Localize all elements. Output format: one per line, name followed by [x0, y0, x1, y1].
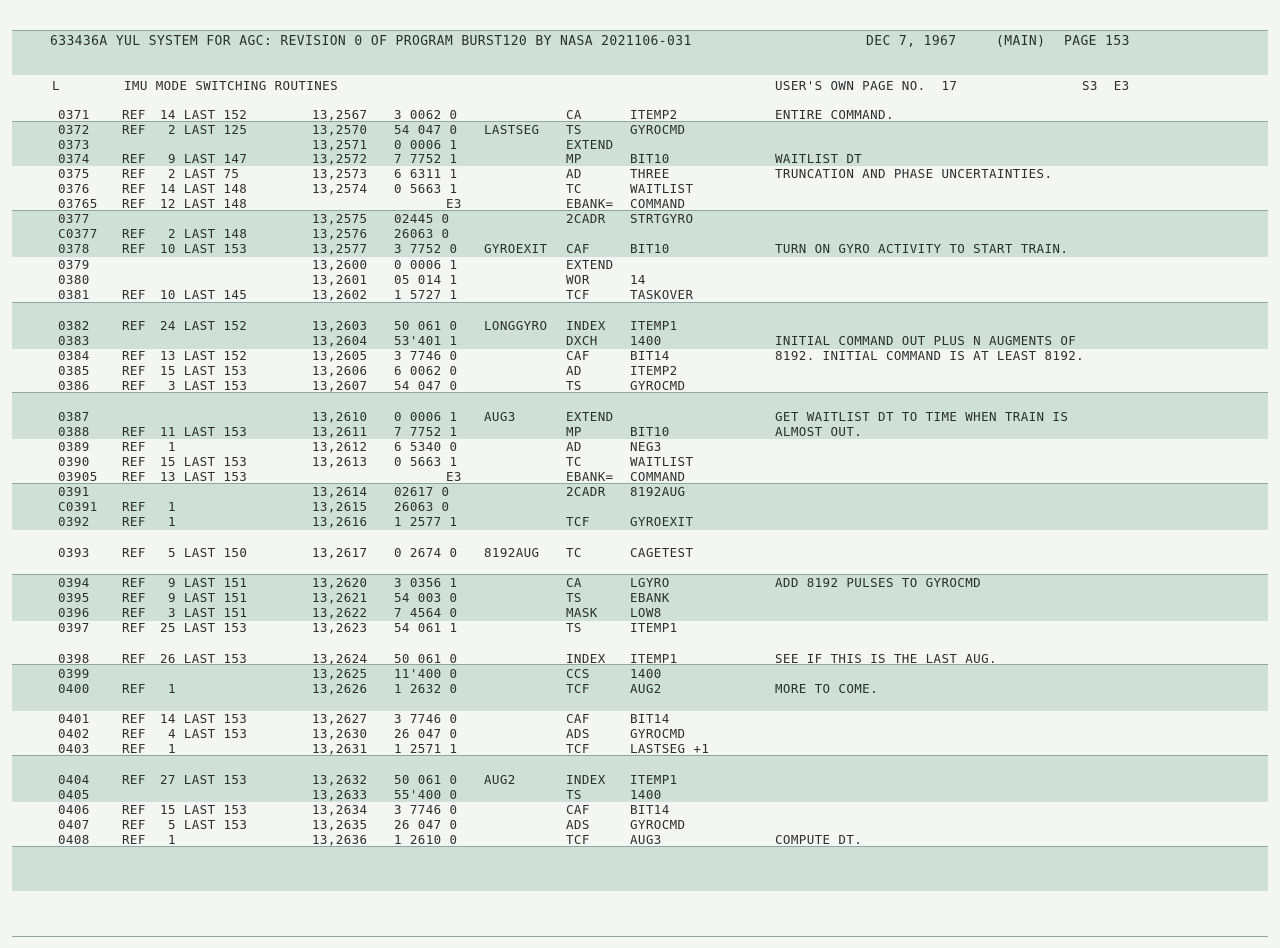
- row-ref: REF: [122, 226, 146, 241]
- row-op: TCF: [566, 832, 590, 847]
- row-op: TCF: [566, 514, 590, 529]
- row-operand: LASTSEG +1: [630, 741, 710, 756]
- row-ref: REF: [122, 802, 146, 817]
- row-ref: REF: [122, 651, 146, 666]
- row-seq: 0397: [58, 620, 90, 635]
- row-op: CAF: [566, 241, 590, 256]
- row-operand: ITEMP1: [630, 620, 678, 635]
- row-refnum: 1: [168, 514, 176, 529]
- row-ref: REF: [122, 575, 146, 590]
- row-comment: SEE IF THIS IS THE LAST AUG.: [775, 651, 997, 666]
- row-seq: 0376: [58, 181, 90, 196]
- row-op: TCF: [566, 681, 590, 696]
- row-refnum: 1: [168, 681, 176, 696]
- row-op: EXTEND: [566, 137, 614, 152]
- row-op: CCS: [566, 666, 590, 681]
- user-page-number: USER'S OWN PAGE NO. 17: [775, 78, 958, 93]
- row-seq: 0392: [58, 514, 90, 529]
- row-addr: 13,2612: [312, 439, 368, 454]
- row-word: 11'400 0: [394, 666, 458, 681]
- row-addr: 13,2624: [312, 651, 368, 666]
- row-addr: 13,2602: [312, 287, 368, 302]
- row-seq: 0396: [58, 605, 90, 620]
- row-operand: AUG3: [630, 832, 662, 847]
- row-ref: REF: [122, 454, 146, 469]
- row-seq: 0383: [58, 333, 90, 348]
- row-operand: 1400: [630, 333, 662, 348]
- row-refnum: 5 LAST 150: [168, 545, 248, 560]
- row-seq: 0372: [58, 122, 90, 137]
- row-ref: REF: [122, 832, 146, 847]
- row-op: MASK: [566, 605, 598, 620]
- row-addr: 13,2606: [312, 363, 368, 378]
- row-addr: 13,2635: [312, 817, 368, 832]
- row-refnum: 1: [168, 439, 176, 454]
- row-refnum: 26 LAST 153: [160, 651, 248, 666]
- row-ref: REF: [122, 348, 146, 363]
- row-op: EXTEND: [566, 257, 614, 272]
- row-op: ADS: [566, 726, 590, 741]
- row-addr: 13,2621: [312, 590, 368, 605]
- row-addr: 13,2632: [312, 772, 368, 787]
- row-refnum: 1: [168, 499, 176, 514]
- row-comment: MORE TO COME.: [775, 681, 879, 696]
- row-word: 0 0006 1: [394, 409, 458, 424]
- row-operand: ITEMP1: [630, 318, 678, 333]
- row-ref: REF: [122, 741, 146, 756]
- row-refnum: 14 LAST 153: [160, 711, 248, 726]
- row-word: 0 5663 1: [394, 454, 458, 469]
- row-refnum: 4 LAST 153: [168, 726, 248, 741]
- row-ref: REF: [122, 817, 146, 832]
- row-operand: BIT10: [630, 241, 670, 256]
- row-addr: 13,2570: [312, 122, 368, 137]
- row-refnum: 5 LAST 153: [168, 817, 248, 832]
- row-operand: BIT14: [630, 711, 670, 726]
- row-word: 26063 0: [394, 499, 450, 514]
- row-word: 53'401 1: [394, 333, 458, 348]
- row-comment: ENTIRE COMMAND.: [775, 107, 894, 122]
- row-seq: 0407: [58, 817, 90, 832]
- row-comment: TURN ON GYRO ACTIVITY TO START TRAIN.: [775, 241, 1069, 256]
- row-seq: 0378: [58, 241, 90, 256]
- row-operand: GYROEXIT: [630, 514, 694, 529]
- row-addr: 13,2601: [312, 272, 368, 287]
- program-title: 633436A YUL SYSTEM FOR AGC: REVISION 0 OF PROGRAM BURST120 BY NASA 2021106-031: [50, 34, 692, 49]
- row-addr: 13,2604: [312, 333, 368, 348]
- row-comment: ALMOST OUT.: [775, 424, 863, 439]
- row-seq: 0393: [58, 545, 90, 560]
- row-refnum: 3 LAST 153: [168, 378, 248, 393]
- row-operand: 8192AUG: [630, 484, 686, 499]
- row-word: 50 061 0: [394, 772, 458, 787]
- row-addr: 13,2571: [312, 137, 368, 152]
- row-refnum: 14 LAST 152: [160, 107, 248, 122]
- row-addr: 13,2633: [312, 787, 368, 802]
- row-addr: 13,2620: [312, 575, 368, 590]
- row-refnum: 27 LAST 153: [160, 772, 248, 787]
- row-addr: 13,2634: [312, 802, 368, 817]
- row-word: 02445 0: [394, 211, 450, 226]
- row-addr: 13,2617: [312, 545, 368, 560]
- row-ref: REF: [122, 545, 146, 560]
- row-seq: 0385: [58, 363, 90, 378]
- row-refnum: 15 LAST 153: [160, 454, 248, 469]
- row-ref: REF: [122, 151, 146, 166]
- row-operand: WAITLIST: [630, 454, 694, 469]
- row-addr: 13,2572: [312, 151, 368, 166]
- row-refnum: 14 LAST 148: [160, 181, 248, 196]
- row-word: 54 047 0: [394, 378, 458, 393]
- row-word: 1 2577 1: [394, 514, 458, 529]
- row-refnum: 10 LAST 153: [160, 241, 248, 256]
- row-comment: GET WAITLIST DT TO TIME WHEN TRAIN IS: [775, 409, 1069, 424]
- row-comment: COMPUTE DT.: [775, 832, 863, 847]
- row-word: 1 5727 1: [394, 287, 458, 302]
- row-seq: 0386: [58, 378, 90, 393]
- row-label: AUG3: [484, 409, 516, 424]
- row-operand: BIT14: [630, 348, 670, 363]
- row-op: MP: [566, 151, 582, 166]
- row-refnum: 9 LAST 147: [168, 151, 248, 166]
- row-word: 54 061 1: [394, 620, 458, 635]
- row-addr: 13,2567: [312, 107, 368, 122]
- row-label: 8192AUG: [484, 545, 540, 560]
- row-op: INDEX: [566, 651, 606, 666]
- row-ref: REF: [122, 287, 146, 302]
- row-op: TS: [566, 378, 582, 393]
- row-label: GYROEXIT: [484, 241, 548, 256]
- row-op: EBANK=: [566, 469, 614, 484]
- row-word: 7 4564 0: [394, 605, 458, 620]
- row-addr: 13,2613: [312, 454, 368, 469]
- row-seq: 0403: [58, 741, 90, 756]
- row-seq: 0401: [58, 711, 90, 726]
- row-op: AD: [566, 166, 582, 181]
- row-seq: 0375: [58, 166, 90, 181]
- row-addr: 13,2576: [312, 226, 368, 241]
- row-label: LONGGYRO: [484, 318, 548, 333]
- row-op: MP: [566, 424, 582, 439]
- row-op: EXTEND: [566, 409, 614, 424]
- row-refnum: 10 LAST 145: [160, 287, 248, 302]
- row-operand: BIT14: [630, 802, 670, 817]
- row-addr: 13,2610: [312, 409, 368, 424]
- row-ref: REF: [122, 620, 146, 635]
- row-addr: 13,2627: [312, 711, 368, 726]
- row-op: TS: [566, 787, 582, 802]
- row-word: 6 5340 0: [394, 439, 458, 454]
- row-ref: REF: [122, 439, 146, 454]
- row-seq: 0371: [58, 107, 90, 122]
- row-op: DXCH: [566, 333, 598, 348]
- row-seq: 0398: [58, 651, 90, 666]
- listing-mark: L: [52, 78, 60, 93]
- row-op: CA: [566, 107, 582, 122]
- row-seq: 0399: [58, 666, 90, 681]
- row-refnum: 2 LAST 75: [168, 166, 240, 181]
- bank-codes: S3 E3: [1082, 78, 1130, 93]
- row-seq: 03905: [58, 469, 98, 484]
- row-operand: GYROCMD: [630, 726, 686, 741]
- row-word: 7 7752 1: [394, 424, 458, 439]
- row-refnum: 15 LAST 153: [160, 802, 248, 817]
- row-seq: 03765: [58, 196, 98, 211]
- row-refnum: 1: [168, 832, 176, 847]
- row-operand: AUG2: [630, 681, 662, 696]
- row-operand: LGYRO: [630, 575, 670, 590]
- row-label: LASTSEG: [484, 122, 540, 137]
- row-seq: 0373: [58, 137, 90, 152]
- row-addr: 13,2630: [312, 726, 368, 741]
- row-addr: 13,2622: [312, 605, 368, 620]
- row-operand: TASKOVER: [630, 287, 694, 302]
- row-word: 3 7752 0: [394, 241, 458, 256]
- row-word: 54 047 0: [394, 122, 458, 137]
- row-op: AD: [566, 439, 582, 454]
- row-seq: 0390: [58, 454, 90, 469]
- row-operand: 14: [630, 272, 646, 287]
- row-seq: 0374: [58, 151, 90, 166]
- row-operand: STRTGYRO: [630, 211, 694, 226]
- row-op: TC: [566, 454, 582, 469]
- row-seq: C0377: [58, 226, 98, 241]
- row-addr: 13,2616: [312, 514, 368, 529]
- row-comment: INITIAL COMMAND OUT PLUS N AUGMENTS OF: [775, 333, 1077, 348]
- row-refnum: 9 LAST 151: [168, 590, 248, 605]
- row-seq: 0406: [58, 802, 90, 817]
- row-comment: TRUNCATION AND PHASE UNCERTAINTIES.: [775, 166, 1053, 181]
- band-rule: [12, 936, 1268, 937]
- row-operand: CAGETEST: [630, 545, 694, 560]
- row-op: CA: [566, 575, 582, 590]
- row-op: TC: [566, 545, 582, 560]
- row-word: 1 2571 1: [394, 741, 458, 756]
- row-seq: 0382: [58, 318, 90, 333]
- row-word: 3 7746 0: [394, 348, 458, 363]
- row-operand: GYROCMD: [630, 122, 686, 137]
- row-ref: REF: [122, 378, 146, 393]
- row-op: TCF: [566, 741, 590, 756]
- row-addr: 13,2615: [312, 499, 368, 514]
- row-seq: 0384: [58, 348, 90, 363]
- row-operand: GYROCMD: [630, 817, 686, 832]
- row-ref: REF: [122, 107, 146, 122]
- row-word: 26 047 0: [394, 817, 458, 832]
- row-word: 1 2632 0: [394, 681, 458, 696]
- row-op: WOR: [566, 272, 590, 287]
- row-word: 6 0062 0: [394, 363, 458, 378]
- row-op: TS: [566, 590, 582, 605]
- row-op: AD: [566, 363, 582, 378]
- row-ref: REF: [122, 469, 146, 484]
- row-refnum: 2 LAST 148: [168, 226, 248, 241]
- row-word: 50 061 0: [394, 318, 458, 333]
- row-seq: 0408: [58, 832, 90, 847]
- row-word: 26063 0: [394, 226, 450, 241]
- row-operand: BIT10: [630, 424, 670, 439]
- row-ref: REF: [122, 499, 146, 514]
- row-word: 50 061 0: [394, 651, 458, 666]
- row-op: 2CADR: [566, 484, 606, 499]
- row-ref: REF: [122, 711, 146, 726]
- row-addr: 13,2614: [312, 484, 368, 499]
- row-ref: REF: [122, 726, 146, 741]
- row-seq: 0391: [58, 484, 90, 499]
- row-seq: 0380: [58, 272, 90, 287]
- row-seq: 0402: [58, 726, 90, 741]
- row-seq: 0389: [58, 439, 90, 454]
- row-ref: REF: [122, 122, 146, 137]
- row-seq: 0405: [58, 787, 90, 802]
- row-word: 3 0062 0: [394, 107, 458, 122]
- row-operand: ITEMP2: [630, 363, 678, 378]
- row-addr: 13,2626: [312, 681, 368, 696]
- row-operand: ITEMP1: [630, 772, 678, 787]
- row-op: TS: [566, 620, 582, 635]
- row-addr: 13,2623: [312, 620, 368, 635]
- row-comment: WAITLIST DT: [775, 151, 863, 166]
- row-seq: 0400: [58, 681, 90, 696]
- row-seq: 0404: [58, 772, 90, 787]
- row-ref: REF: [122, 424, 146, 439]
- row-operand: NEG3: [630, 439, 662, 454]
- row-label: AUG2: [484, 772, 516, 787]
- row-word: E3: [446, 469, 462, 484]
- row-op: CAF: [566, 802, 590, 817]
- row-ref: REF: [122, 166, 146, 181]
- row-operand: LOW8: [630, 605, 662, 620]
- row-seq: 0379: [58, 257, 90, 272]
- row-word: 6 6311 1: [394, 166, 458, 181]
- row-addr: 13,2577: [312, 241, 368, 256]
- row-seq: 0387: [58, 409, 90, 424]
- row-word: 3 0356 1: [394, 575, 458, 590]
- row-seq: 0381: [58, 287, 90, 302]
- row-addr: 13,2625: [312, 666, 368, 681]
- row-addr: 13,2575: [312, 211, 368, 226]
- row-seq: 0388: [58, 424, 90, 439]
- row-addr: 13,2607: [312, 378, 368, 393]
- row-seq: 0377: [58, 211, 90, 226]
- row-word: 3 7746 0: [394, 802, 458, 817]
- row-op: INDEX: [566, 772, 606, 787]
- row-ref: REF: [122, 196, 146, 211]
- print-date: DEC 7, 1967: [866, 34, 957, 49]
- row-word: 05 014 1: [394, 272, 458, 287]
- row-operand: 1400: [630, 666, 662, 681]
- row-refnum: 15 LAST 153: [160, 363, 248, 378]
- row-refnum: 1: [168, 741, 176, 756]
- row-seq: C0391: [58, 499, 98, 514]
- row-op: EBANK=: [566, 196, 614, 211]
- section-label: (MAIN): [996, 34, 1046, 49]
- row-word: 26 047 0: [394, 726, 458, 741]
- row-operand: COMMAND: [630, 196, 686, 211]
- row-operand: ITEMP1: [630, 651, 678, 666]
- row-ref: REF: [122, 681, 146, 696]
- row-word: 7 7752 1: [394, 151, 458, 166]
- row-seq: 0395: [58, 590, 90, 605]
- row-operand: THREE: [630, 166, 670, 181]
- row-ref: REF: [122, 318, 146, 333]
- row-refnum: 13 LAST 153: [160, 469, 248, 484]
- row-op: ADS: [566, 817, 590, 832]
- row-comment: ADD 8192 PULSES TO GYROCMD: [775, 575, 982, 590]
- row-op: TCF: [566, 287, 590, 302]
- row-word: 0 5663 1: [394, 181, 458, 196]
- row-operand: EBANK: [630, 590, 670, 605]
- row-seq: 0394: [58, 575, 90, 590]
- row-ref: REF: [122, 605, 146, 620]
- row-refnum: 2 LAST 125: [168, 122, 248, 137]
- row-op: TC: [566, 181, 582, 196]
- row-addr: 13,2636: [312, 832, 368, 847]
- row-word: 0 2674 0: [394, 545, 458, 560]
- row-op: 2CADR: [566, 211, 606, 226]
- row-addr: 13,2573: [312, 166, 368, 181]
- page-number: PAGE 153: [1064, 34, 1130, 49]
- row-refnum: 11 LAST 153: [160, 424, 248, 439]
- row-operand: COMMAND: [630, 469, 686, 484]
- row-op: TS: [566, 122, 582, 137]
- band: [12, 846, 1268, 891]
- row-refnum: 3 LAST 151: [168, 605, 248, 620]
- row-refnum: 12 LAST 148: [160, 196, 248, 211]
- row-refnum: 13 LAST 152: [160, 348, 248, 363]
- row-refnum: 25 LAST 153: [160, 620, 248, 635]
- row-addr: 13,2605: [312, 348, 368, 363]
- row-word: E3: [446, 196, 462, 211]
- row-ref: REF: [122, 590, 146, 605]
- row-ref: REF: [122, 241, 146, 256]
- row-word: 02617 0: [394, 484, 450, 499]
- row-addr: 13,2600: [312, 257, 368, 272]
- row-word: 3 7746 0: [394, 711, 458, 726]
- row-ref: REF: [122, 363, 146, 378]
- row-refnum: 24 LAST 152: [160, 318, 248, 333]
- row-op: INDEX: [566, 318, 606, 333]
- routine-title: IMU MODE SWITCHING ROUTINES: [124, 78, 338, 93]
- row-word: 0 0006 1: [394, 257, 458, 272]
- row-word: 0 0006 1: [394, 137, 458, 152]
- row-op: CAF: [566, 348, 590, 363]
- row-op: CAF: [566, 711, 590, 726]
- row-refnum: 9 LAST 151: [168, 575, 248, 590]
- row-addr: 13,2603: [312, 318, 368, 333]
- row-operand: BIT10: [630, 151, 670, 166]
- row-word: 54 003 0: [394, 590, 458, 605]
- row-addr: 13,2611: [312, 424, 368, 439]
- row-operand: ITEMP2: [630, 107, 678, 122]
- row-ref: REF: [122, 772, 146, 787]
- row-operand: GYROCMD: [630, 378, 686, 393]
- row-addr: 13,2574: [312, 181, 368, 196]
- row-comment: 8192. INITIAL COMMAND IS AT LEAST 8192.: [775, 348, 1085, 363]
- row-operand: WAITLIST: [630, 181, 694, 196]
- row-ref: REF: [122, 514, 146, 529]
- row-addr: 13,2631: [312, 741, 368, 756]
- row-word: 1 2610 0: [394, 832, 458, 847]
- row-word: 55'400 0: [394, 787, 458, 802]
- row-ref: REF: [122, 181, 146, 196]
- row-operand: 1400: [630, 787, 662, 802]
